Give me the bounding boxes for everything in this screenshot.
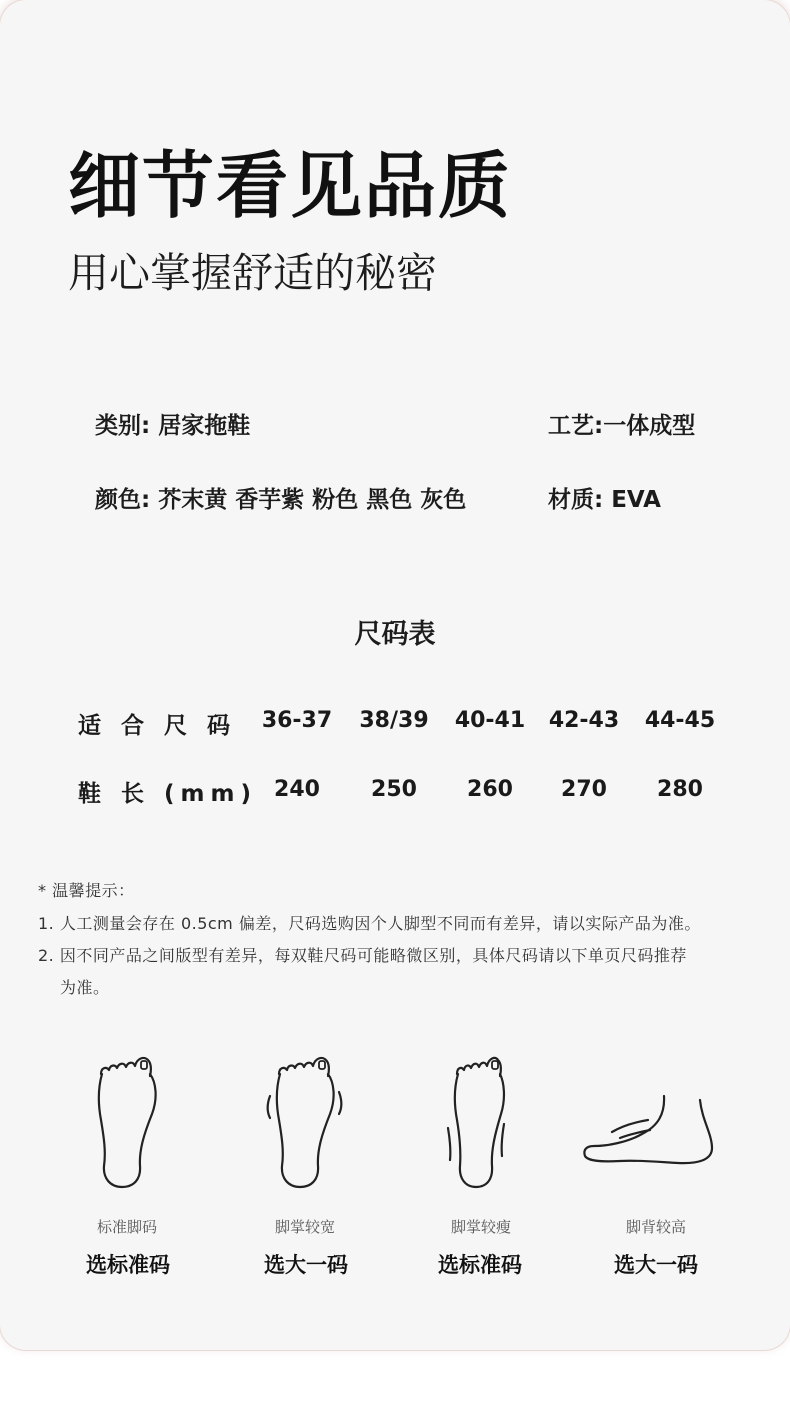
foot-caption-narrow: 脚掌较瘦 xyxy=(450,1218,511,1236)
size-cell: 36-37 xyxy=(261,708,333,733)
tips-heading: * 温馨提示： xyxy=(38,881,135,900)
length-cell: 240 xyxy=(274,777,320,802)
spec-craft: 工艺:一体成型 xyxy=(548,413,696,439)
size-cell: 40-41 xyxy=(454,708,526,733)
foot-recommendation-wide: 选大一码 xyxy=(264,1253,348,1277)
tip-line-1: 1. 人工测量会存在 0.5cm 偏差，尺码选购因个人脚型不同而有差异，请以实际产品为准。 xyxy=(38,914,701,933)
tip-line-2: 2. 因不同产品之间版型有差异，每双鞋尺码可能略微区别，具体尺码请以下单页尺码推荐 xyxy=(38,946,687,965)
length-cell: 270 xyxy=(561,777,607,802)
size-row-label: 适 合 尺 码 xyxy=(78,713,237,739)
length-cell: 250 xyxy=(371,777,417,802)
size-table-title: 尺码表 xyxy=(354,619,436,650)
foot-recommendation-standard: 选标准码 xyxy=(86,1253,170,1277)
spec-colors: 颜色: 芥末黄 香芋紫 粉色 黑色 灰色 xyxy=(95,487,467,513)
size-cell: 38/39 xyxy=(359,708,429,733)
page-subtitle: 用心掌握舒适的秘密 xyxy=(68,249,437,297)
narrow-foot-icon xyxy=(438,1048,528,1194)
high-instep-foot-icon xyxy=(580,1090,720,1170)
size-cell: 42-43 xyxy=(548,708,620,733)
size-cell: 44-45 xyxy=(644,708,716,733)
foot-recommendation-high-instep: 选大一码 xyxy=(614,1253,698,1277)
length-row-label: 鞋 长 (mm) xyxy=(78,781,257,807)
wide-foot-icon xyxy=(262,1048,352,1194)
foot-caption-high-instep: 脚背较高 xyxy=(625,1218,686,1236)
length-cell: 260 xyxy=(467,777,513,802)
foot-recommendation-narrow: 选标准码 xyxy=(438,1253,522,1277)
foot-caption-wide: 脚掌较宽 xyxy=(274,1218,335,1236)
foot-caption-standard: 标准脚码 xyxy=(96,1218,157,1236)
length-cell: 280 xyxy=(657,777,703,802)
page-title: 细节看见品质 xyxy=(68,144,513,228)
standard-foot-icon xyxy=(84,1048,174,1194)
spec-category: 类别: 居家拖鞋 xyxy=(95,413,251,439)
spec-material: 材质: EVA xyxy=(548,487,661,513)
tip-line-2-continued: 为准。 xyxy=(60,978,110,997)
